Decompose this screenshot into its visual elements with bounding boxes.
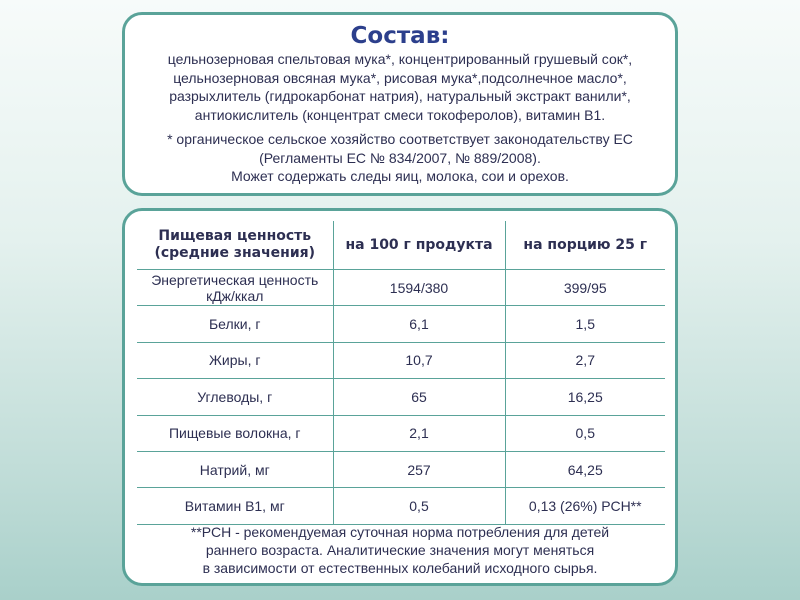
header-line: (средние значения) xyxy=(154,245,316,261)
rsn-footnote xyxy=(125,523,675,577)
table-row xyxy=(137,488,665,524)
note-line: Может содержать следы яиц, молока, сои и орехов. xyxy=(231,168,569,184)
ingredients-text xyxy=(125,50,675,124)
row-name-line: Энергетическая ценность xyxy=(151,271,319,288)
row-per25: 16,25 xyxy=(505,379,665,415)
row-per25: 64,25 xyxy=(505,451,665,487)
row-per25: 2,7 xyxy=(505,342,665,378)
composition-title: Состав: xyxy=(350,23,450,49)
ingredients-line: разрыхлитель (гидрокарбонат натрия), натуральный экстракт ванили*, xyxy=(169,88,631,104)
row-per25: 0,5 xyxy=(505,415,665,451)
nutrition-table xyxy=(137,221,665,525)
nutrition-table-wrap xyxy=(137,221,665,525)
composition-panel xyxy=(122,12,678,196)
row-name: Жиры, г xyxy=(137,342,333,378)
header-per-100g: на 100 г продукта xyxy=(333,221,505,270)
note-line: * органическое сельское хозяйство соответствует законодательству ЕС xyxy=(167,131,633,147)
row-per25: 399/95 xyxy=(505,270,665,306)
row-name: Углеводы, г xyxy=(137,379,333,415)
table-row xyxy=(137,270,665,306)
row-per25: 1,5 xyxy=(505,306,665,342)
header-line: Пищевая ценность xyxy=(158,228,312,244)
row-per100: 2,1 xyxy=(333,415,505,451)
table-row xyxy=(137,415,665,451)
row-per100: 65 xyxy=(333,379,505,415)
row-name: Натрий, мг xyxy=(137,451,333,487)
table-row xyxy=(137,379,665,415)
row-name-line: кДж/ккал xyxy=(206,287,264,304)
note-line: (Регламенты ЕС № 834/2007, № 889/2008). xyxy=(259,149,541,166)
row-per100: 1594/380 xyxy=(333,270,505,306)
row-name xyxy=(137,270,333,306)
row-name: Витамин В1, мг xyxy=(137,488,333,524)
table-row xyxy=(137,306,665,342)
ingredients-line: цельнозерновая овсяная мука*, рисовая мука*,подсолнечное масло*, xyxy=(173,69,627,86)
row-per25: 0,13 (26%) РСН** xyxy=(505,488,665,524)
row-name: Белки, г xyxy=(137,306,333,342)
footnote-line: **РСН - рекомендуемая суточная норма потребления для детей xyxy=(190,524,610,540)
header-nutrition-value xyxy=(137,221,333,270)
ingredients-line: цельнозерновая спельтовая мука*, концентрированный грушевый сок*, xyxy=(167,51,633,67)
row-per100: 0,5 xyxy=(333,488,505,524)
row-name: Пищевые волокна, г xyxy=(137,415,333,451)
row-per100: 10,7 xyxy=(333,342,505,378)
table-row xyxy=(137,342,665,378)
row-per100: 6,1 xyxy=(333,306,505,342)
organic-note xyxy=(125,130,675,186)
table-header-row xyxy=(137,221,665,270)
header-per-serving: на порцию 25 г xyxy=(505,221,665,270)
ingredients-line: антиокислитель (концентрат смеси токоферолов), витамин В1. xyxy=(194,106,606,123)
footnote-line: в зависимости от естественных колебаний исходного сырья. xyxy=(202,560,598,576)
nutrition-panel xyxy=(122,208,678,586)
row-per100: 257 xyxy=(333,451,505,487)
table-row xyxy=(137,451,665,487)
footnote-line: раннего возраста. Аналитические значения могут меняться xyxy=(205,542,595,558)
